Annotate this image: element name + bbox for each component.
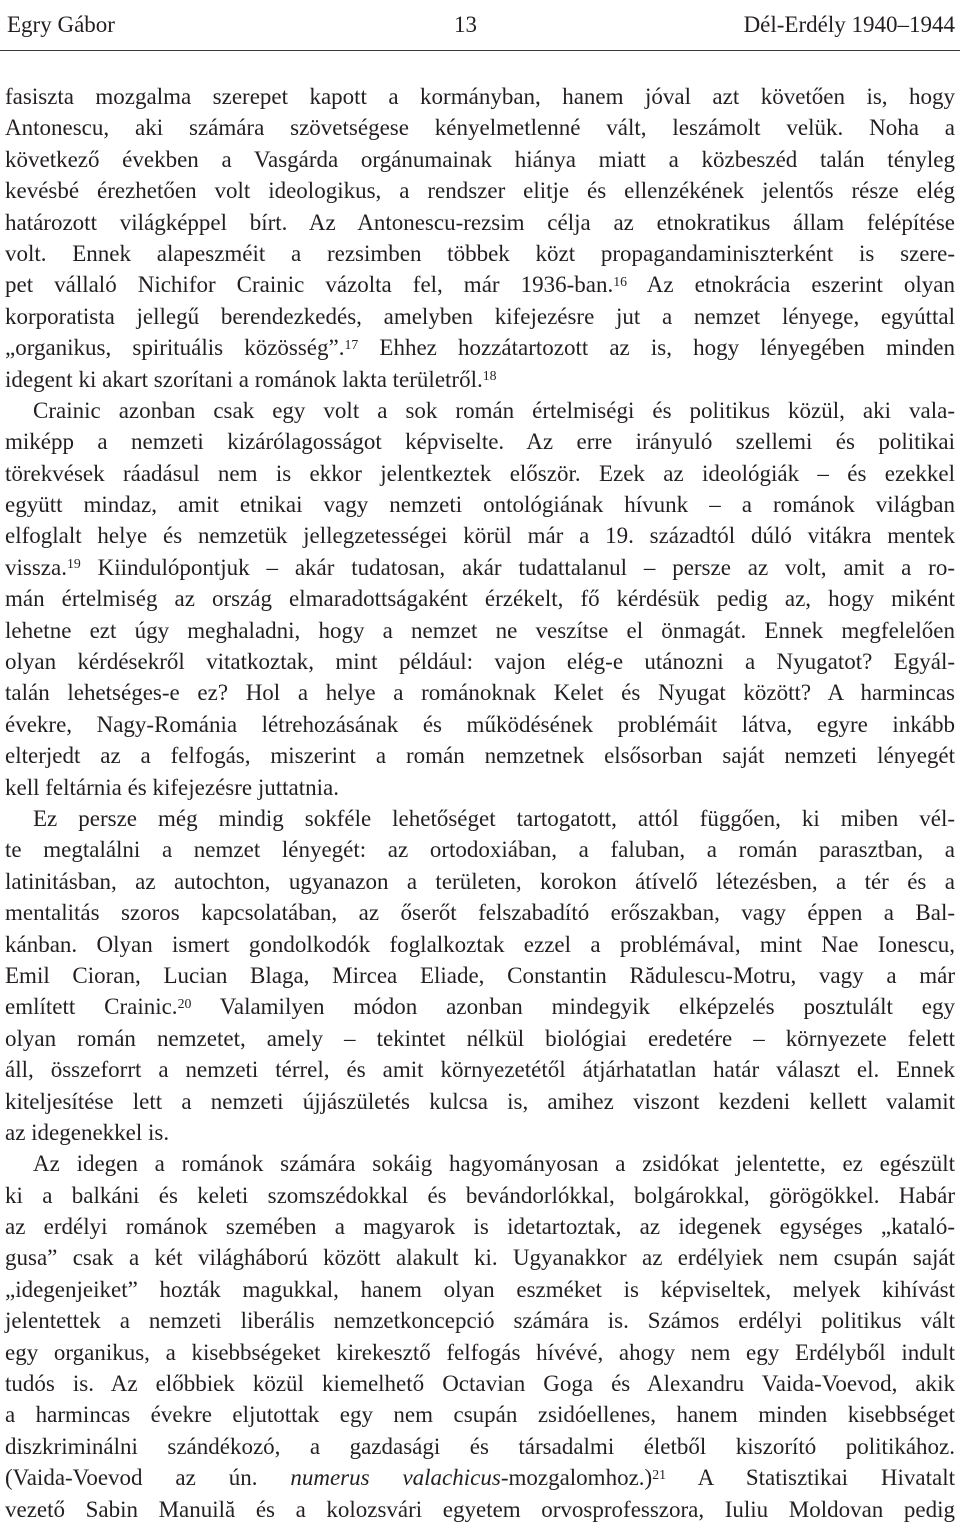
text-run: latinitásban, az autochton, ugyanazon a területen, korokon átívelő létezésben, a tér és a — [5, 868, 955, 894]
text-run: Az etnokrácia eszerint olyan — [627, 272, 955, 298]
text-run: kell feltárnia és kifejezésre juttatnia. — [5, 774, 339, 800]
text-run: „idegenjeiket” hozták magukkal, hanem olyan eszméket is képviseltek, melyek kihívást — [5, 1276, 955, 1302]
text-line — [5, 552, 955, 583]
text-line — [5, 929, 955, 960]
header-author: Egry Gábor — [7, 12, 115, 37]
text-run: Kiindulópontjuk – akár tudatosan, akár tudattalanul – persze az volt, amit a ro- — [80, 554, 955, 580]
text-run: fasiszta mozgalma szerepet kapott a kormányban, hanem jóval azt követően is, hogy — [5, 84, 955, 109]
text-line — [5, 1054, 955, 1085]
text-line — [5, 772, 955, 803]
text-run: A Statisztikai Hivatalt — [666, 1465, 956, 1491]
text-line — [5, 1211, 955, 1242]
running-header — [0, 0, 960, 51]
italic-term: numerus valachicus — [290, 1465, 501, 1491]
text-run: -mozgalomhoz.) — [500, 1465, 653, 1491]
text-line — [5, 395, 955, 426]
text-line — [5, 1337, 955, 1368]
paragraph — [5, 395, 955, 803]
text-run: mán értelmiség az ország elmaradottságaként érzékelt, fő kérdésük pedig az, hogy miként — [5, 586, 955, 612]
text-run: következő években a Vasgárda orgánumainak hiánya miatt a közbeszéd talán tényleg — [5, 146, 955, 172]
text-run: törekvések ráadásul nem is ekkor jelentkeztek először. Ezek az ideológiák – és ezekkel — [5, 460, 955, 486]
text-run: pet vállaló Nichifor Crainic vázolta fel, már 1936-ban. — [5, 272, 614, 298]
text-line — [5, 332, 955, 363]
text-line — [5, 1431, 955, 1462]
text-run: elfoglalt helye és nemzetük jellegzetességei körül már a 19. századtól dúló vitákra mentek — [5, 523, 955, 549]
text-run: diszkriminálni szándékozó, a gazdasági és társadalmi életből kiszorító politikához. — [5, 1433, 955, 1459]
text-run: Az idegen a románok számára sokáig hagyományosan a zsidókat jelentette, ez egészült — [33, 1151, 955, 1177]
text-run: miképp a nemzeti kizárólagosságot képviselte. Az erre irányuló szellemi és politikai — [5, 429, 955, 455]
text-run: kevésbé érezhetően volt ideologikus, a rendszer elitje és ellenzékének jelentős része elég — [5, 178, 955, 204]
text-line — [5, 646, 955, 677]
text-line — [5, 1494, 955, 1525]
text-run: Emil Cioran, Lucian Blaga, Mircea Eliade, Constantin Rădulescu-Motru, vagy a már — [5, 962, 955, 988]
text-run: a harmincas évekre eljutottak egy nem csupán zsidóellenes, hanem minden kisebbséget — [5, 1402, 955, 1428]
text-line — [5, 458, 955, 489]
text-line — [5, 740, 955, 771]
text-line — [5, 960, 955, 991]
text-run: Ez persze még mindig sokféle lehetőséget tartogatott, attól függően, ki miben vél- — [33, 805, 955, 831]
text-line — [5, 991, 955, 1022]
footnote-ref: 20 — [177, 995, 192, 1011]
text-run: egy organikus, a kisebbségeket kirekesztő felfogás hívévé, ahogy nem egy Erdélyből indult — [5, 1339, 955, 1365]
footnote-ref: 16 — [613, 273, 627, 289]
text-line — [5, 1274, 955, 1305]
text-line — [5, 1462, 955, 1493]
text-run: ki a balkáni és keleti szomszédokkal és bevándorlókkal, bolgárokkal, görögökkel. Habár — [5, 1182, 955, 1208]
paragraph — [5, 81, 955, 395]
text-line — [5, 301, 955, 332]
page-number: 13 — [454, 12, 477, 37]
text-run: (Vaida-Voevod az ún. — [5, 1465, 291, 1491]
text-line — [5, 520, 955, 551]
text-line — [5, 207, 955, 238]
text-line — [5, 1399, 955, 1430]
text-line — [5, 112, 955, 143]
text-line — [5, 269, 955, 300]
text-run: vezető Sabin Manuilă és a kolozsvári egyetem orvosprofesszora, Iuliu Moldovan pedig — [5, 1496, 955, 1522]
text-line — [5, 897, 955, 928]
text-run: „organikus, spirituális közösség”. — [5, 335, 345, 361]
text-run: áll, összeforrt a nemzeti térrel, és amit környezetétől átjárhatatlan határ választ el. Ennek — [5, 1057, 955, 1083]
text-run: korporatista jellegű berendezkedés, amelyben kifejezésre jut a nemzet lényege, egyúttal — [5, 303, 955, 329]
text-line — [5, 1368, 955, 1399]
text-line — [5, 1305, 955, 1336]
text-run: az erdélyi románok szemében a magyarok is idetartoztak, az idegenek egységes „kataló- — [5, 1214, 955, 1240]
text-line — [5, 834, 955, 865]
text-run: évekre, Nagy-Románia létrehozásának és működésének problémáit látva, egyre inkább — [5, 711, 955, 737]
text-line — [5, 1023, 955, 1054]
text-line — [5, 709, 955, 740]
text-run: mentalitás szoros kapcsolatában, az őserőt felszabadító erőszakban, vagy éppen a Bal- — [5, 900, 955, 926]
footnote-ref: 21 — [652, 1466, 666, 1482]
text-run: jelentettek a nemzeti liberális nemzetkoncepció számára is. Számos erdélyi politikus vált — [5, 1308, 955, 1334]
header-book-title: Dél-Erdély 1940–1944 — [743, 12, 955, 37]
text-run: Valamilyen módon azonban mindegyik elképzelés posztulált egy — [191, 994, 955, 1020]
text-line — [5, 238, 955, 269]
text-run: Crainic azonban csak egy volt a sok román értelmiségi és politikus közül, aki vala- — [33, 397, 955, 423]
text-run: olyan kérdésekről vitatkoztak, mint például: vajon elég-e utánozni a Nyugatot? Egyál- — [5, 649, 955, 675]
text-line — [5, 866, 955, 897]
text-line — [5, 615, 955, 646]
text-run: Ehhez hozzátartozott az is, hogy lényegében minden — [358, 335, 956, 361]
text-run: volt. Ennek alapeszméit a rezsimben többek közt propagandaminiszterként is szere- — [5, 240, 955, 266]
text-run: tudós is. Az előbbiek közül kiemelhető Octavian Goga és Alexandru Vaida-Voevod, akik — [5, 1371, 955, 1397]
paragraph — [5, 803, 955, 1148]
text-line — [5, 1086, 955, 1117]
text-run: talán lehetséges-e ez? Hol a helye a románoknak Kelet és Nyugat között? A harmincas — [5, 680, 955, 706]
text-run: említett Crainic. — [5, 994, 178, 1020]
text-line — [5, 1242, 955, 1273]
footnote-ref: 19 — [66, 556, 81, 572]
text-run: Antonescu, aki számára szövetségese kényelmetlenné vált, leszámolt velük. Noha a — [5, 115, 955, 141]
text-line — [5, 1148, 955, 1179]
text-line — [5, 1180, 955, 1211]
text-run: idegent ki akart szorítani a románok lakta területről. — [5, 366, 483, 392]
text-line — [5, 81, 955, 112]
footnote-ref: 17 — [344, 336, 359, 352]
text-line — [5, 803, 955, 834]
text-run: elterjedt az a felfogás, miszerint a román nemzetnek elsősorban saját nemzeti lényegét — [5, 743, 955, 769]
text-run: együtt mindaz, amit etnikai vagy nemzeti ontológiának hívunk – a románok világban — [5, 492, 955, 518]
paragraph — [5, 1148, 955, 1525]
text-run: lehetne ezt úgy meghaladni, hogy a nemzet ne veszítse el önmagát. Ennek megfelelően — [5, 617, 955, 643]
text-line — [5, 583, 955, 614]
text-line — [5, 144, 955, 175]
text-line — [5, 364, 955, 395]
body-text — [5, 81, 955, 1525]
text-run: kánban. Olyan ismert gondolkodók foglalkoztak ezzel a problémával, mint Nae Ionescu, — [5, 931, 955, 957]
text-line — [5, 489, 955, 520]
text-run: gusa” csak a két világháború között alakult ki. Ugyanakkor az erdélyiek nem csupán saját — [5, 1245, 955, 1271]
text-line — [5, 677, 955, 708]
text-run: te megtalálni a nemzet lényegét: az ortodoxiában, a faluban, a román parasztban, a — [5, 837, 955, 863]
footnote-ref: 18 — [482, 367, 497, 383]
text-line — [5, 175, 955, 206]
text-line — [5, 1117, 955, 1148]
text-run: olyan román nemzetet, amely – tekintet nélkül biológiai eredetére – környezete felett — [5, 1025, 955, 1051]
text-run: határozott világképpel bírt. Az Antonescu-rezsim célja az etnokratikus állam felépítése — [5, 209, 955, 235]
text-run: kiteljesítése lett a nemzeti újjászületés kulcsa is, amihez viszont kezdeni kellett valamit — [5, 1088, 955, 1114]
text-line — [5, 426, 955, 457]
text-run: az idegenekkel is. — [5, 1119, 170, 1145]
text-run: vissza. — [5, 554, 67, 580]
